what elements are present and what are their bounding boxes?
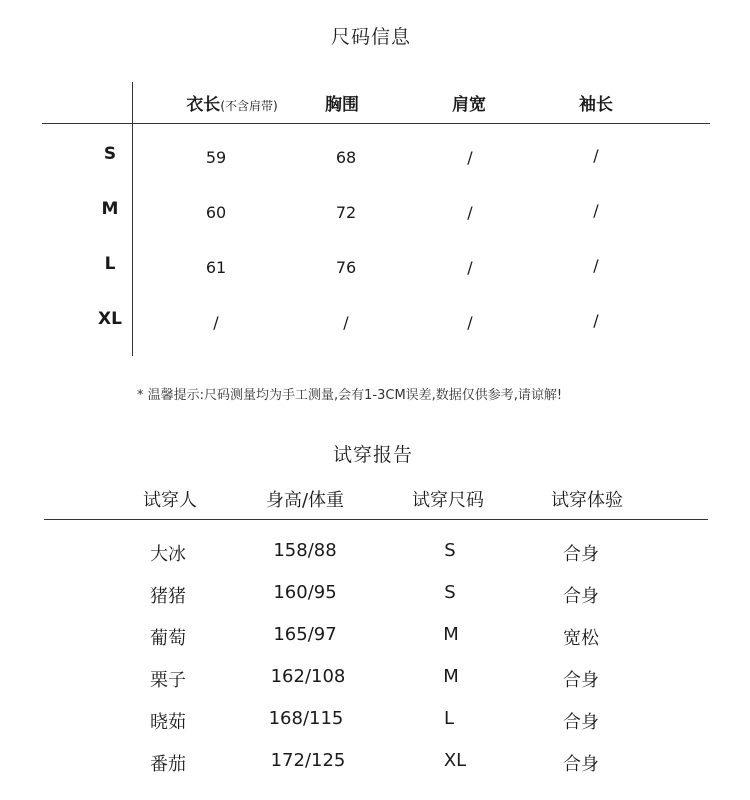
trial-cell-size: XL — [443, 750, 467, 771]
size-row-label: XL — [98, 309, 122, 329]
trial-cell-height-weight: 158/88 — [273, 540, 337, 561]
size-cell: / — [213, 313, 219, 332]
trial-header-experience: 试穿体验 — [551, 490, 623, 511]
size-cell: / — [467, 313, 473, 332]
size-cell: / — [593, 201, 599, 220]
size-cell: / — [467, 258, 473, 277]
size-header-sleeve: 袖长 — [579, 95, 613, 115]
size-cell: / — [467, 203, 473, 222]
size-row-label: L — [104, 254, 116, 274]
size-header-length-sub: (不含肩带) — [220, 99, 278, 113]
trial-cell-person: 大冰 — [150, 544, 186, 565]
size-cell: 60 — [205, 203, 227, 222]
trial-cell-person: 葡萄 — [150, 628, 186, 649]
trial-cell-experience: 合身 — [563, 670, 599, 691]
trial-cell-height-weight: 172/125 — [270, 750, 346, 771]
size-cell: / — [593, 311, 599, 330]
trial-cell-person: 晓茹 — [150, 712, 186, 733]
trial-cell-size: S — [444, 582, 456, 603]
size-cell: 61 — [205, 258, 227, 277]
measurement-note: * 温馨提示:尺码测量均为手工测量,会有1-3CM误差,数据仅供参考,请谅解! — [137, 388, 563, 403]
trial-cell-experience: 宽松 — [563, 628, 599, 649]
size-cell: 68 — [335, 148, 357, 167]
trial-cell-size: S — [444, 540, 456, 561]
size-cell: / — [343, 313, 349, 332]
trial-cell-experience: 合身 — [563, 754, 599, 775]
size-header-length — [186, 90, 277, 115]
trial-cell-size: L — [443, 708, 455, 729]
size-cell: / — [593, 146, 599, 165]
trial-cell-size: M — [443, 624, 459, 645]
size-row-label: S — [103, 144, 117, 164]
size-cell: 59 — [205, 148, 227, 167]
size-header-chest: 胸围 — [325, 95, 359, 115]
trial-report-title: 试穿报告 — [332, 444, 414, 466]
size-cell: / — [593, 256, 599, 275]
trial-header-height-weight: 身高/体重 — [265, 490, 345, 511]
trial-cell-height-weight: 165/97 — [273, 624, 337, 645]
size-info-title: 尺码信息 — [330, 26, 412, 48]
size-table-header-divider — [42, 123, 710, 124]
trial-cell-experience: 合身 — [563, 586, 599, 607]
trial-cell-height-weight: 168/115 — [268, 708, 344, 729]
trial-cell-size: M — [443, 666, 459, 687]
trial-header-person: 试穿人 — [143, 490, 197, 511]
trial-cell-person: 番茄 — [150, 754, 186, 775]
trial-table-header-divider — [44, 519, 708, 520]
trial-cell-person: 猪猪 — [150, 586, 186, 607]
trial-cell-height-weight: 162/108 — [270, 666, 346, 687]
size-cell: 72 — [335, 203, 357, 222]
size-header-length-main: 衣长 — [186, 95, 221, 115]
trial-cell-person: 栗子 — [150, 670, 186, 691]
trial-header-size: 试穿尺码 — [412, 490, 484, 511]
size-row-label: M — [101, 199, 119, 219]
size-cell: / — [467, 148, 473, 167]
trial-cell-height-weight: 160/95 — [273, 582, 337, 603]
trial-cell-experience: 合身 — [563, 544, 599, 565]
size-header-shoulder: 肩宽 — [452, 95, 486, 115]
size-cell: 76 — [335, 258, 357, 277]
trial-cell-experience: 合身 — [563, 712, 599, 733]
